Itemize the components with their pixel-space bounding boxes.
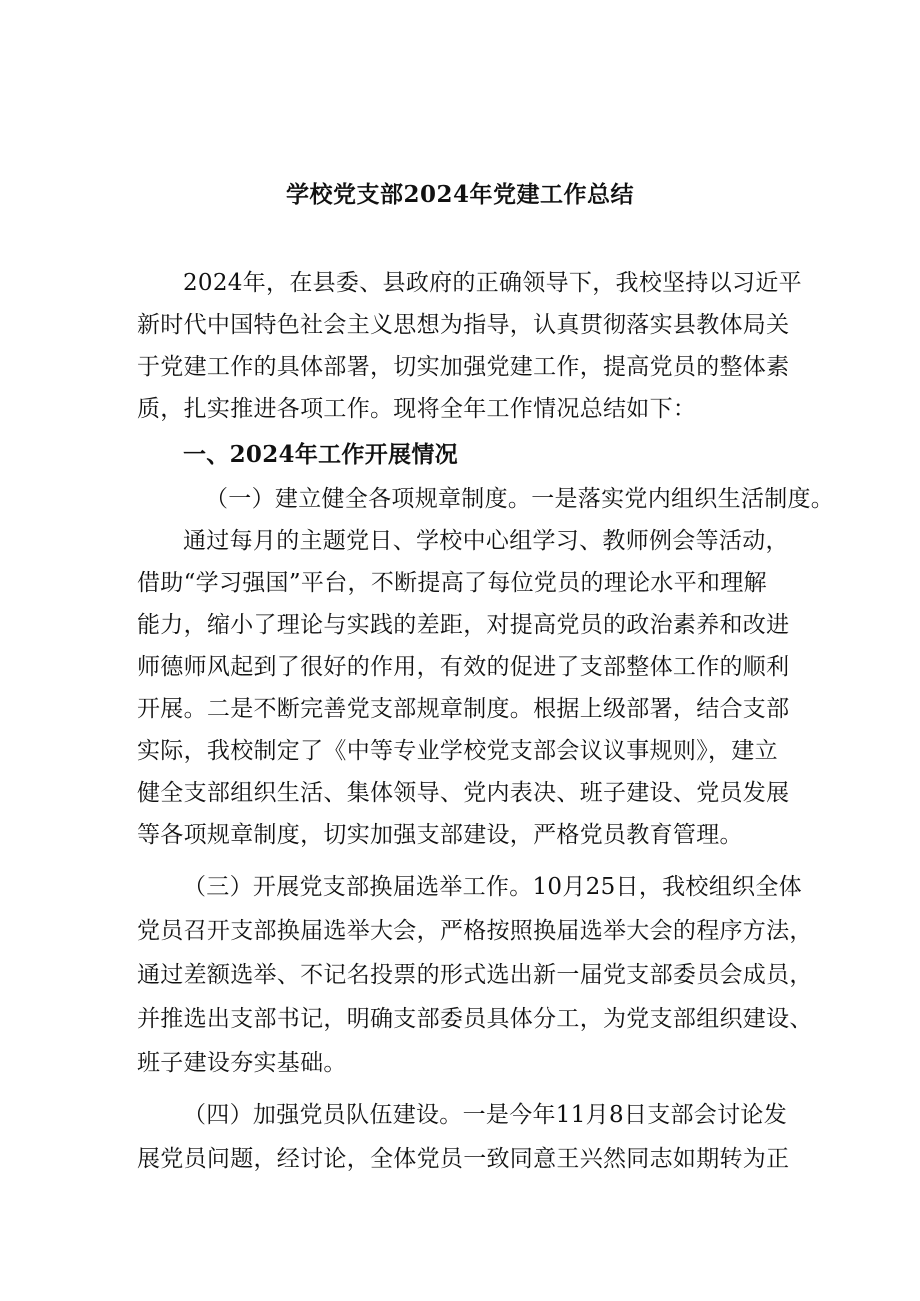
paragraph-line: 并推选出支部书记，明确支部委员具体分工，为党支部组织建设、 [137, 1006, 813, 1032]
paragraph-line: 通过每月的主题党日、学校中心组学习、教师例会等活动， [183, 528, 789, 554]
paragraph-line: （一）建立健全各项规章制度。一是落实党内组织生活制度。 [205, 486, 835, 512]
paragraph-line: 班子建设夯实基础。 [137, 1050, 347, 1076]
document-title: 学校党支部2024年党建工作总结 [285, 181, 634, 208]
section-heading: 一、2024年工作开展情况 [183, 441, 458, 468]
paragraph-line: 2024年，在县委、县政府的正确领导下，我校坚持以习近平 [183, 270, 802, 296]
paragraph-line: 等各项规章制度，切实加强支部建设，严格党员教育管理。 [137, 822, 743, 848]
paragraph-line: 党员召开支部换届选举大会，严格按照换届选举大会的程序方法， [137, 918, 813, 944]
paragraph-line: 于党建工作的具体部署，切实加强党建工作，提高党员的整体素 [137, 354, 790, 380]
paragraph-line: 师德师风起到了很好的作用，有效的促进了支部整体工作的顺利 [137, 654, 790, 680]
paragraph-line: 质，扎实推进各项工作。现将全年工作情况总结如下： [137, 396, 697, 422]
paragraph-line: 展党员问题，经讨论，全体党员一致同意王兴然同志如期转为正 [137, 1146, 790, 1172]
paragraph-line: 借助“学习强国”平台，不断提高了每位党员的理论水平和理解 [137, 570, 767, 596]
paragraph-line: 能力，缩小了理论与实践的差距，对提高党员的政治素养和改进 [137, 612, 790, 638]
paragraph-line: 新时代中国特色社会主义思想为指导，认真贯彻落实县教体局关 [137, 312, 790, 338]
paragraph-line: 健全支部组织生活、集体领导、党内表决、班子建设、党员发展 [137, 780, 790, 806]
paragraph-line: （四）加强党员队伍建设。一是今年11月8日支部会讨论发 [183, 1102, 787, 1128]
paragraph-line: 通过差额选举、不记名投票的形式选出新一届党支部委员会成员， [137, 962, 813, 988]
paragraph-line: 实际，我校制定了《中等专业学校党支部会议议事规则》，建立 [137, 738, 778, 764]
paragraph-line: 开展。二是不断完善党支部规章制度。根据上级部署，结合支部 [137, 696, 790, 722]
paragraph-line: （三）开展党支部换届选举工作。10月25日，我校组织全体 [183, 874, 802, 900]
